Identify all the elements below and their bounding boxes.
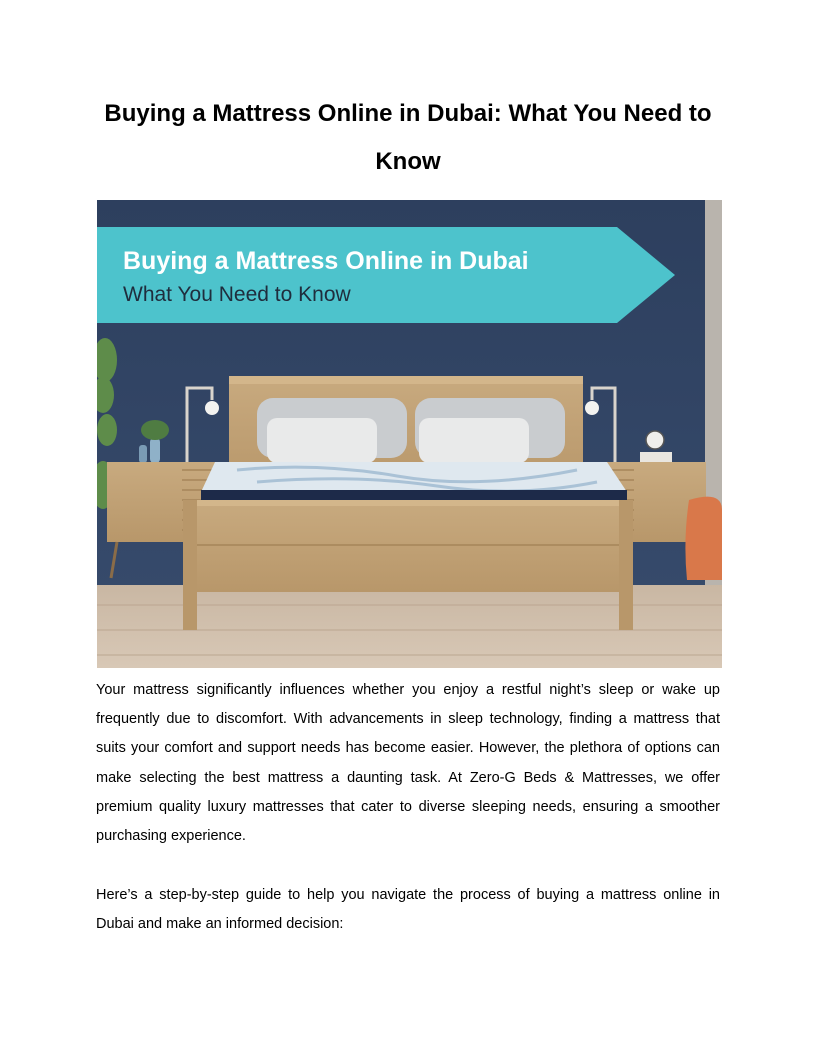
guide-paragraph: Here’s a step-by-step guide to help you navigate the process of buying a mattress online in Dubai and make an informed decision: <box>96 887 720 933</box>
document-title: Buying a Mattress Online in Dubai: What You Need to Know <box>104 100 712 175</box>
banner-subheading: What You Need to Know <box>123 283 351 306</box>
hero-image <box>97 200 722 668</box>
banner-heading: Buying a Mattress Online in Dubai <box>123 247 529 275</box>
intro-paragraph: Your mattress significantly influences whether you enjoy a restful night’s sleep or wake up frequently due to discomfort. With advancements in sleep technology, finding a mattress that suits your comfort and support needs has become easier. However, the plethora of options can make selecting the best mattress a daunting task. At Zero-G Beds & Mattresses, we offer premium quality luxury mattresses that cater to diverse sleeping needs, ensuring a smoother purchasing experience. <box>96 682 720 845</box>
